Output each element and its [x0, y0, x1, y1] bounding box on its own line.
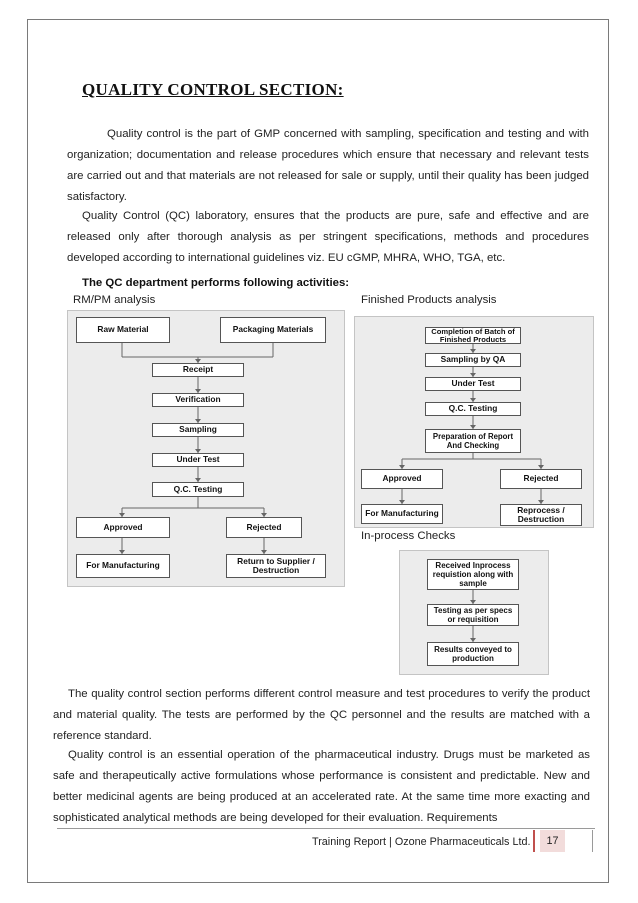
paragraph-gmp-definition: Quality control is the part of GMP concerned with sampling, specification and testing and with organization; documentation and release procedures which ensure that necessary and relevant tests are carried out and that materials are not released for sale or supply, until their quality has been judged satisfactory.: [67, 128, 589, 203]
sampling-by-qa-step: Sampling by QA: [425, 353, 521, 367]
finished-approved-step: Approved: [361, 469, 443, 489]
report-preparation-step: Preparation of Report And Checking: [425, 429, 521, 453]
finished-products-label: Finished Products analysis: [361, 294, 497, 306]
finished-connectors: [355, 317, 595, 529]
under-test-step: Under Test: [152, 453, 244, 467]
received-requisition-step: Received Inprocess requistion along with sample: [427, 559, 519, 590]
receipt-step: Receipt: [152, 363, 244, 377]
paragraph-essential-operation: Quality control is an essential operation of the pharmaceutical industry. Drugs must be marketed as safe and therapeutically active formulations whose performance is consistent and predictable. New and better medicinal agents are being produced at an accelerated rate. At the same time more exacting and sophisticated analytical methods are being developed for their evaluation. Requirements: [53, 749, 590, 824]
approved-step: Approved: [76, 517, 170, 538]
packaging-materials-step: Packaging Materials: [220, 317, 326, 343]
finished-rejected-step: Rejected: [500, 469, 582, 489]
rejected-step: Rejected: [226, 517, 302, 538]
verification-step: Verification: [152, 393, 244, 407]
section-title: QUALITY CONTROL SECTION:: [82, 80, 344, 99]
rmpm-flowchart: [67, 310, 345, 587]
rmpm-analysis-label: RM/PM analysis: [73, 294, 156, 306]
results-conveyed-step: Results conveyed to production: [427, 642, 519, 666]
footer-text: Training Report | Ozone Pharmaceuticals Ltd.: [312, 836, 531, 848]
return-to-supplier-step: Return to Supplier / Destruction: [226, 554, 326, 578]
rmpm-connectors: [68, 311, 346, 588]
paragraph-qc-laboratory: Quality Control (QC) laboratory, ensures that the products are pure, safe and effective and are released only after thorough analysis as per stringent specifications, methods and procedures developed according to international guidelines viz. EU cGMP, MHRA, WHO, TGA, etc.: [67, 210, 589, 264]
raw-material-step: Raw Material: [76, 317, 170, 343]
footer-tail-line: [592, 830, 593, 852]
reprocess-destruction-step: Reprocess / Destruction: [500, 504, 582, 526]
finished-under-test-step: Under Test: [425, 377, 521, 391]
in-process-checks-label: In-process Checks: [361, 530, 456, 542]
footer-accent-bar: [533, 830, 535, 852]
qc-testing-step: Q.C. Testing: [152, 482, 244, 497]
finished-qc-testing-step: Q.C. Testing: [425, 402, 521, 416]
activities-heading: The QC department performs following activities:: [82, 277, 350, 289]
footer-divider: [57, 828, 595, 829]
page-number: 17: [540, 830, 565, 852]
paragraph-control-measures: The quality control section performs different control measure and test procedures to verify the product and material quality. The tests are performed by the QC personnel and the results are matched with a reference standard.: [53, 688, 590, 742]
finished-products-flowchart: [354, 316, 594, 528]
batch-completion-step: Completion of Batch of Finished Products: [425, 327, 521, 344]
sampling-step: Sampling: [152, 423, 244, 437]
finished-for-manufacturing-step: For Manufacturing: [361, 504, 443, 524]
in-process-flowchart: [399, 550, 549, 675]
testing-per-specs-step: Testing as per specs or requisition: [427, 604, 519, 626]
for-manufacturing-step: For Manufacturing: [76, 554, 170, 578]
